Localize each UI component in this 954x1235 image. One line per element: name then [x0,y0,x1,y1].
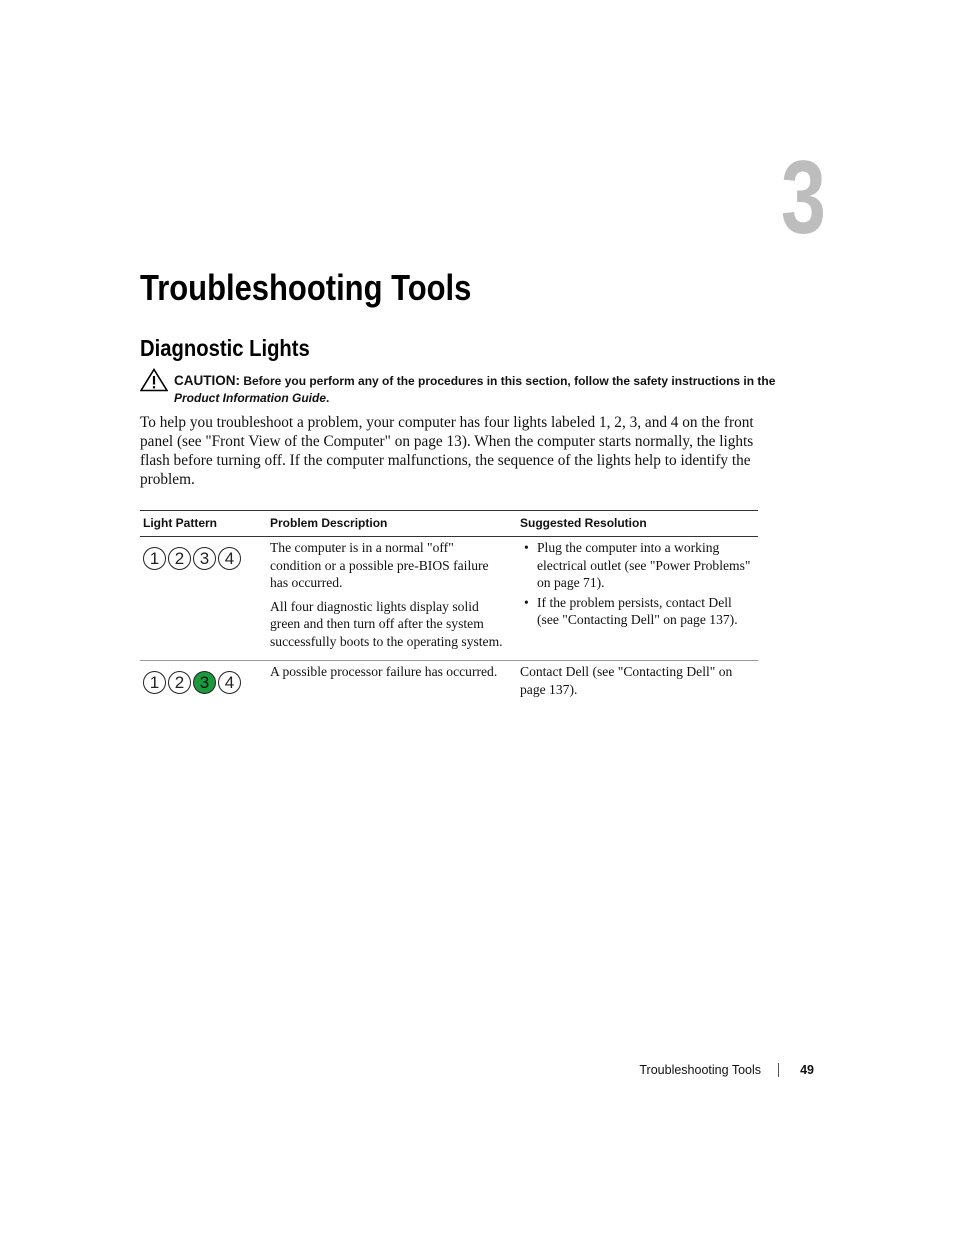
diagnostic-light-2: 2 [168,671,191,694]
suggested-resolution-cell [514,661,758,709]
diagnostic-light-3: 3 [193,547,216,570]
resolution-text: Contact Dell (see "Contacting Dell" on page 137). [520,664,733,697]
diagnostic-light-2: 2 [168,547,191,570]
diagnostic-light-3: 3 [193,671,216,694]
caution-text [174,372,794,407]
guide-title: Product Information Guide [174,391,326,405]
footer-divider [778,1063,779,1077]
light-pattern-cell [140,537,267,661]
caution-body: Before you perform any of the procedures in this section, follow the safety instructions in the [243,374,776,388]
caution-end: . [326,391,330,405]
light-pattern [143,539,264,570]
footer-title: Troubleshooting Tools [639,1063,761,1077]
resolution-item [520,539,755,592]
resolution-text: If the problem persists, contact Dell (see "Contacting Dell" on page 137). [537,594,738,627]
diagnostic-light-1: 1 [143,547,166,570]
bullet-icon: • [524,540,529,555]
header-problem-description: Problem Description [267,511,514,537]
bullet-icon: • [524,594,529,610]
header-light-pattern: Light Pattern [140,511,267,537]
table-row [140,537,758,661]
caution-label: CAUTION: [174,373,240,388]
diagnostic-light-1: 1 [143,671,166,694]
light-pattern [143,663,264,694]
problem-description-cell [267,661,514,709]
table-row [140,661,758,709]
intro-paragraph: To help you troubleshoot a problem, your computer has four lights labeled 1, 2, 3, and 4 on the front panel (see "Front View of the Computer" on page 13). When the computer starts normally, the lights flash before turning off. If the computer malfunctions, the sequence of the lights help to identify the problem. [140,414,754,488]
table-header-row [140,511,758,537]
problem-description-cell [267,537,514,661]
warning-triangle-icon [140,368,168,392]
resolution-item [520,594,755,629]
problem-description: A possible processor failure has occurred. [270,664,498,679]
problem-description: The computer is in a normal "off" condition or a possible pre-BIOS failure has occurred. [270,540,489,590]
resolution-text: Plug the computer into a working electrical outlet (see "Power Problems" on page 71). [537,540,751,590]
page-footer [600,1061,815,1081]
light-pattern-cell [140,661,267,709]
problem-description: All four diagnostic lights display solid green and then turn off after the system successfully boots to the operating system. [270,598,503,649]
diagnostic-lights-table [140,510,758,708]
header-suggested-resolution: Suggested Resolution [514,511,758,537]
chapter-number: 3 [780,140,826,256]
diagnostic-light-4: 4 [218,671,241,694]
section-title: Diagnostic Lights [140,335,310,361]
page-number: 49 [800,1063,814,1077]
chapter-title: Troubleshooting Tools [140,267,472,308]
suggested-resolution-cell [514,537,758,661]
diagnostic-light-4: 4 [218,547,241,570]
resolution-list [520,539,755,629]
